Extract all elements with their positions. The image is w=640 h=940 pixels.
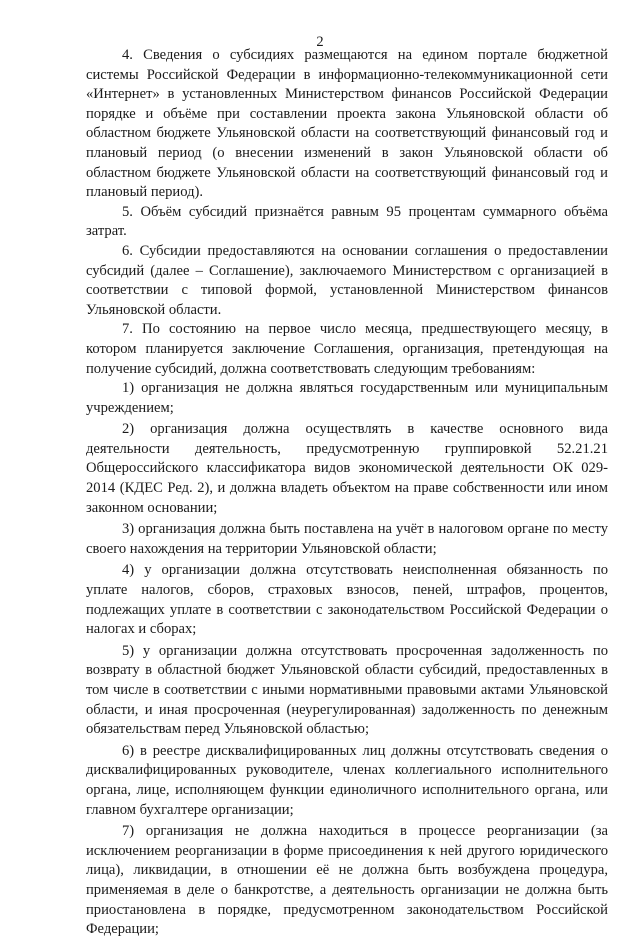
requirement-3: 3) организация должна быть поставлена на учёт в налоговом органе по месту своего нахождения на территории Ульяновской области;	[86, 521, 608, 557]
requirement-4: 4) у организации должна отсутствовать неисполненная обязанность по уплате налогов, сборов, страховых взносов, пеней, штрафов, процентов, подлежащих уплате в соответствии с законодательством Российской Федерации о налогах и сборах;	[86, 562, 608, 638]
requirement-6: 6) в реестре дисквалифицированных лиц должны отсутствовать сведения о дисквалифицированных руководителе, членах коллегиального исполнительного органа, лице, исполняющем функции единоличного исполнительного органа, или главном бухгалтере организации;	[86, 742, 608, 818]
requirement-5: 5) у организации должна отсутствовать просроченная задолженность по возврату в областной бюджет Ульяновской области субсидий, предоставленных в том числе в соответствии с иными нормативными правовыми актами Ульяновской области, и иная просроченная (неурегулированная) задолженность по денежным обязательствам перед Ульяновской областью;	[86, 642, 608, 738]
paragraph-7-requirements: 7. По состоянию на первое число месяца, предшествующего месяцу, в котором планируется заключение Соглашения, организация, претендующая на получение субсидий, должна соответствовать следующим требованиям:	[86, 321, 608, 377]
requirement-7: 7) организация не должна находиться в процессе реорганизации (за исключением реорганизации в форме присоединения к ней другого юридического лица), ликвидации, в отношении её не должна быть возбуждена процедура, применяемая в деле о банкротстве, а деятельность организации не должна быть приостановлена в порядке, предусмотренном законодательством Российской Федерации;	[86, 823, 608, 938]
requirement-2: 2) организация должна осуществлять в качестве основного вида деятельности деятельность, предусмотренную группировкой 52.21.21 Общероссийского классификатора видов экономической деятельности ОК 029-2014 (КДЕС Ред. 2), и должна владеть объектом на праве собственности или ином законном основании;	[86, 421, 608, 516]
document-body	[86, 46, 608, 940]
paragraph-5-subsidy-volume: 5. Объём субсидий признаётся равным 95 процентам суммарного объёма затрат.	[86, 203, 608, 240]
page-number: 2	[316, 34, 324, 50]
paragraph-4-portal-info: 4. Сведения о субсидиях размещаются на едином портале бюджетной системы Российской Федерации в информационно-телекоммуникационной сети «Интернет» в установленных Министерством финансов Российской Федерации порядке и объёме при составлении проекта закона Ульяновской области об областном бюджете Ульяновской области на соответствующий финансовый год и плановый период (о внесении изменений в закон Ульяновской области об областном бюджете Ульяновской области на соответствующий финансовый год и плановый период).	[86, 47, 608, 201]
paragraph-6-agreement: 6. Субсидии предоставляются на основании соглашения о предоставлении субсидий (далее – Соглашение), заключаемого Министерством с организацией в соответствии с типовой формой, установленной Министерством финансов Ульяновской области.	[86, 242, 608, 318]
requirement-1: 1) организация не должна являться государственным или муниципальным учреждением;	[86, 380, 608, 416]
